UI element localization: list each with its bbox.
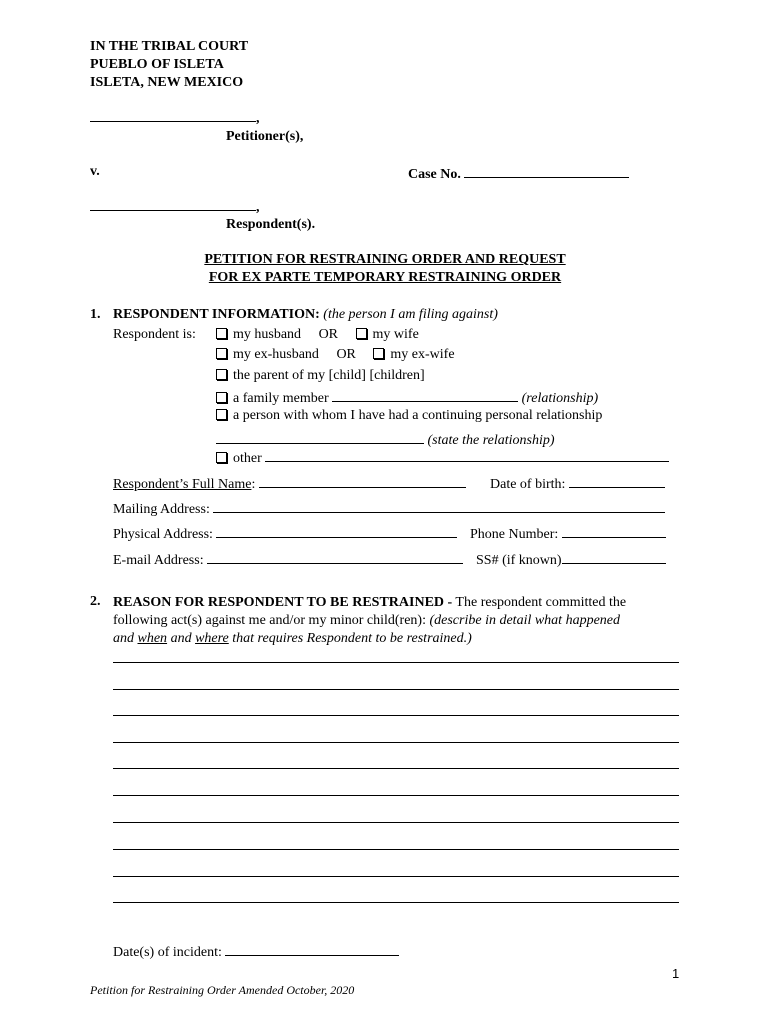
description-line[interactable] [113, 902, 679, 903]
ss-field[interactable] [562, 550, 666, 564]
checkbox-icon[interactable] [216, 369, 227, 380]
petitioner-label: Petitioner(s), [226, 129, 304, 144]
full-name-field[interactable] [259, 474, 466, 488]
option-family-member[interactable]: a family member (relationship) [216, 388, 598, 407]
description-line[interactable] [113, 795, 679, 796]
physical-address-field[interactable] [216, 524, 457, 538]
other-relationship-field[interactable] [265, 448, 669, 462]
page-number: 1 [672, 966, 680, 981]
incident-date-field[interactable] [225, 942, 399, 956]
section-2-heading: REASON FOR RESPONDENT TO BE RESTRAINED - The respondent committed the following act(s) against me and/or my minor child(ren): (describe in detail what happened and when and where that requires Respondent to be restrained.) [113, 595, 627, 646]
option-wife[interactable]: my wife [356, 327, 419, 342]
description-line[interactable] [113, 742, 679, 743]
description-line[interactable] [113, 876, 679, 877]
checkbox-icon[interactable] [216, 452, 227, 463]
email-label: E-mail Address: [113, 553, 204, 568]
checkbox-icon[interactable] [216, 348, 227, 359]
physical-address-label: Physical Address: [113, 527, 213, 542]
mailing-address-label: Mailing Address: [113, 502, 210, 517]
option-ex-wife[interactable]: my ex-wife [373, 347, 454, 362]
document-title-line-2: FOR EX PARTE TEMPORARY RESTRAINING ORDER [208, 270, 562, 285]
checkbox-icon[interactable] [216, 409, 227, 420]
option-personal-relationship[interactable]: a person with whom I have had a continuing personal relationship [216, 408, 602, 424]
court-line-3: ISLETA, NEW MEXICO [90, 75, 244, 90]
option-husband[interactable]: my husband [216, 327, 301, 342]
section-1-title: RESPONDENT INFORMATION: [113, 307, 320, 322]
relationship-row-2: my ex-husband OR my ex-wife [216, 347, 455, 363]
state-relationship-row: (state the relationship) [216, 430, 555, 449]
incident-date-label: Date(s) of incident: [113, 945, 222, 960]
description-line[interactable] [113, 849, 679, 850]
phone-field[interactable] [562, 524, 666, 538]
respondent-is-label: Respondent is: [113, 327, 196, 342]
section-1-heading [113, 307, 498, 323]
respondent-label: Respondent(s). [226, 217, 316, 232]
description-line[interactable] [113, 768, 679, 769]
section-2-title: REASON FOR RESPONDENT TO BE RESTRAINED - [113, 595, 453, 610]
physical-address-row [113, 524, 457, 543]
dob-field[interactable] [569, 474, 665, 488]
description-line[interactable] [113, 822, 679, 823]
email-field[interactable] [207, 550, 463, 564]
mailing-address-field[interactable] [213, 499, 665, 513]
section-1-number: 1. [90, 307, 101, 322]
versus-label: v. [90, 164, 100, 179]
case-number-label: Case No. [408, 167, 461, 182]
court-heading [90, 38, 248, 92]
mailing-address-row [113, 499, 665, 518]
checkbox-icon[interactable] [216, 328, 227, 339]
email-row [113, 550, 463, 569]
description-line[interactable] [113, 715, 679, 716]
document-title-line-1: PETITION FOR RESTRAINING ORDER AND REQUEST [204, 252, 566, 267]
case-number-field[interactable] [408, 164, 629, 183]
section-2-number: 2. [90, 594, 101, 609]
checkbox-icon[interactable] [216, 392, 227, 403]
family-relationship-field[interactable] [332, 388, 518, 402]
ss-row [476, 550, 666, 569]
section-1-note: (the person I am filing against) [323, 307, 498, 322]
court-line-1: IN THE TRIBAL COURT [90, 39, 249, 54]
incident-date-row [113, 942, 399, 961]
phone-label: Phone Number: [470, 527, 559, 542]
footer-note: Petition for Restraining Order Amended October, 2020 [90, 983, 355, 997]
relationship-row-1: my husband OR my wife [216, 327, 419, 343]
checkbox-icon[interactable] [356, 328, 367, 339]
ss-label: SS# (if known) [476, 553, 562, 568]
description-line[interactable] [113, 662, 679, 663]
respondent-name-field[interactable]: , [90, 197, 260, 216]
phone-row [470, 524, 666, 543]
petitioner-name-field[interactable]: , [90, 108, 260, 127]
court-line-2: PUEBLO OF ISLETA [90, 57, 224, 72]
option-ex-husband[interactable]: my ex-husband [216, 347, 319, 362]
full-name-row: Respondent’s Full Name: [113, 474, 466, 493]
option-other[interactable]: other [216, 448, 669, 467]
dob-label: Date of birth: [490, 477, 566, 492]
option-parent[interactable]: the parent of my [child] [children] [216, 368, 425, 384]
full-name-label: Respondent’s Full Name [113, 477, 252, 492]
dob-row [490, 474, 665, 493]
checkbox-icon[interactable] [373, 348, 384, 359]
state-relationship-field[interactable] [216, 430, 424, 444]
description-line[interactable] [113, 689, 679, 690]
